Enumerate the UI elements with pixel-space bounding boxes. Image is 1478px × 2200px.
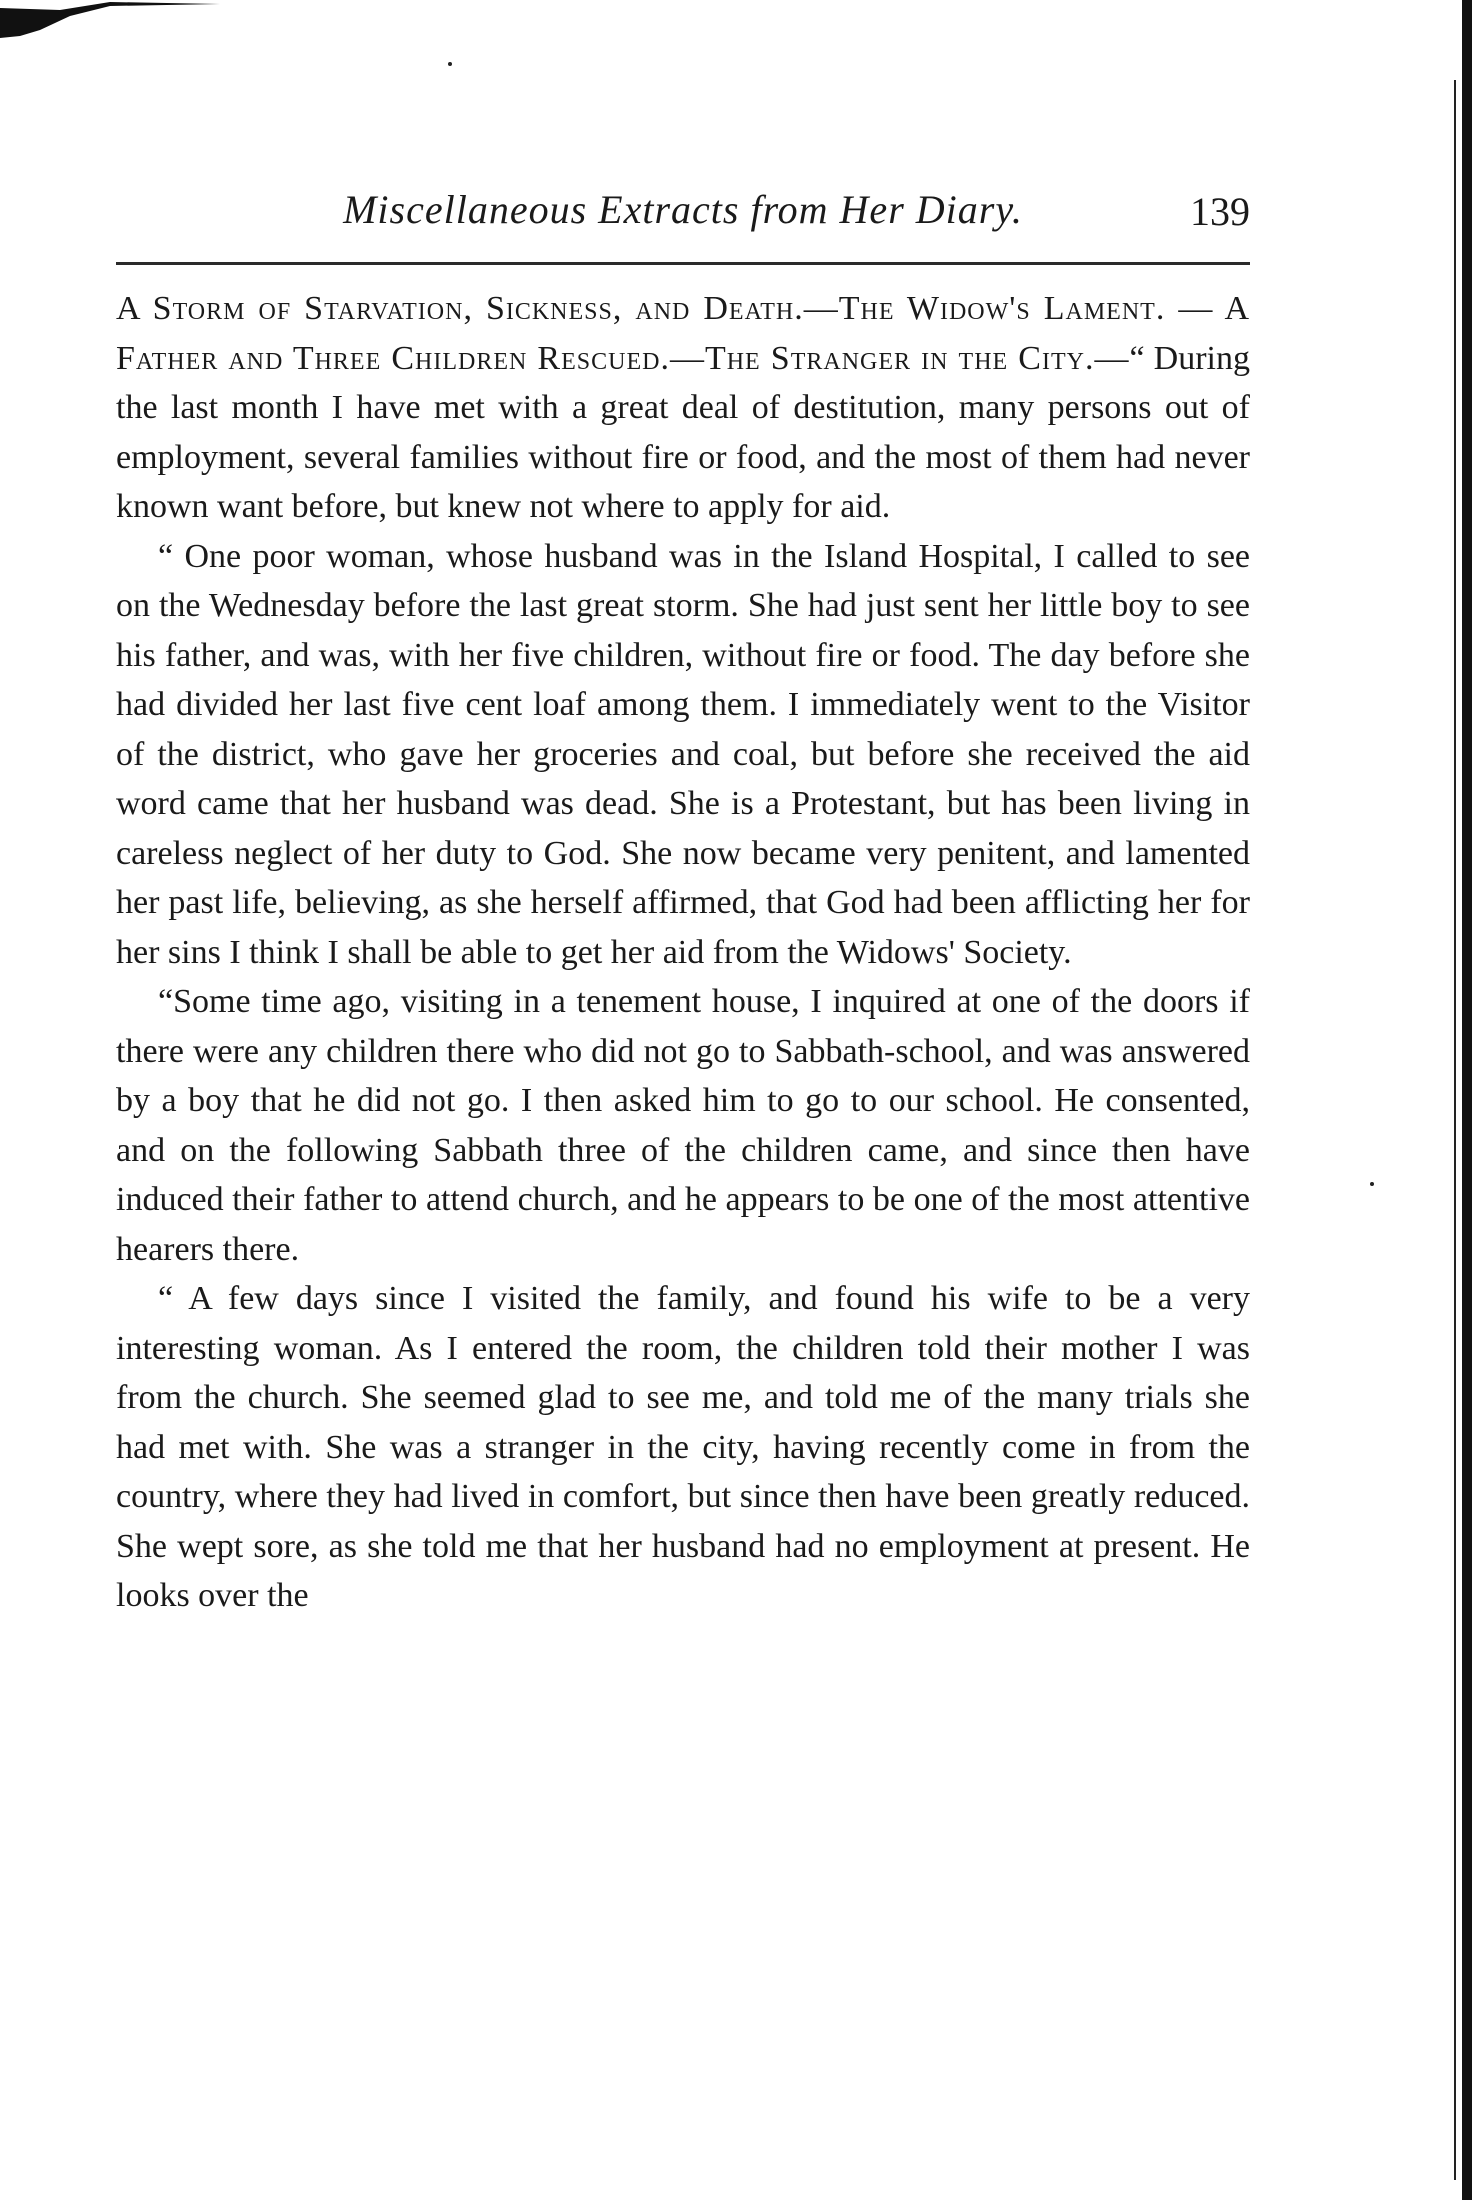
paragraph-2: “ One poor woman, whose husband was in the Island Hospital, I called to see on the Wednesday before the last great storm. She had just sent her little boy to see his father, and was, with her five children, without fire or food. The day before she had divided her last five cent loaf among them. I immediately went to the Visitor of the district, who gave her groceries and coal, but before she received the aid word came that her husband was dead. She is a Protestant, but has been living in careless neglect of her duty to God. She now became very penitent, and lamented her past life, believing, as she herself affirmed, that God had been afflicting her for her sins I think I shall be able to get her aid from the Widows' Society.	[116, 537, 1250, 971]
scan-speck	[1370, 1182, 1374, 1186]
scan-speck	[448, 62, 452, 66]
running-title: Miscellaneous Extracts from Her Diary.	[343, 187, 1023, 232]
body-text	[116, 284, 1250, 1621]
page-header	[116, 186, 1250, 246]
page-number: 139	[1190, 189, 1250, 234]
scan-corner-mark	[0, 0, 220, 40]
header-rule	[116, 262, 1250, 265]
paragraph-1-text: “ During the last month I have met with a great deal of destitution, many persons out of employment, several families without fire or food, and the most of them had never known want before, but knew not where to apply for aid.	[116, 339, 1250, 525]
paragraph-3: “Some time ago, visiting in a tenement house, I inquired at one of the doors if there were any children there who did not go to Sabbath-school, and was answered by a boy that he did not go. I then asked him to go to our school. He consented, and on the following Sabbath three of the children came, and since then have induced their father to attend church, and he appears to be one of the most attentive hearers there.	[116, 983, 1250, 1268]
paragraph-4: “ A few days since I visited the family, and found his wife to be a very interesting woman. As I entered the room, the children told their mother I was from the church. She seemed glad to see me, and told me of the many trials she had met with. She was a stranger in the city, having recently come in from the country, where they had lived in comfort, but since then have been greatly reduced. She wept sore, as she told me that her husband had no employment at present. He looks over the	[116, 1280, 1250, 1614]
paragraph-1	[116, 284, 1250, 532]
page-edge-shadow	[1462, 0, 1472, 2200]
section-heading: A Storm of Starvation, Sickness, and Death.—The Widow's Lament. — A Father and Three Children Rescued.—The Stranger in the City.—	[116, 290, 1250, 377]
page-edge-line	[1454, 80, 1456, 2180]
